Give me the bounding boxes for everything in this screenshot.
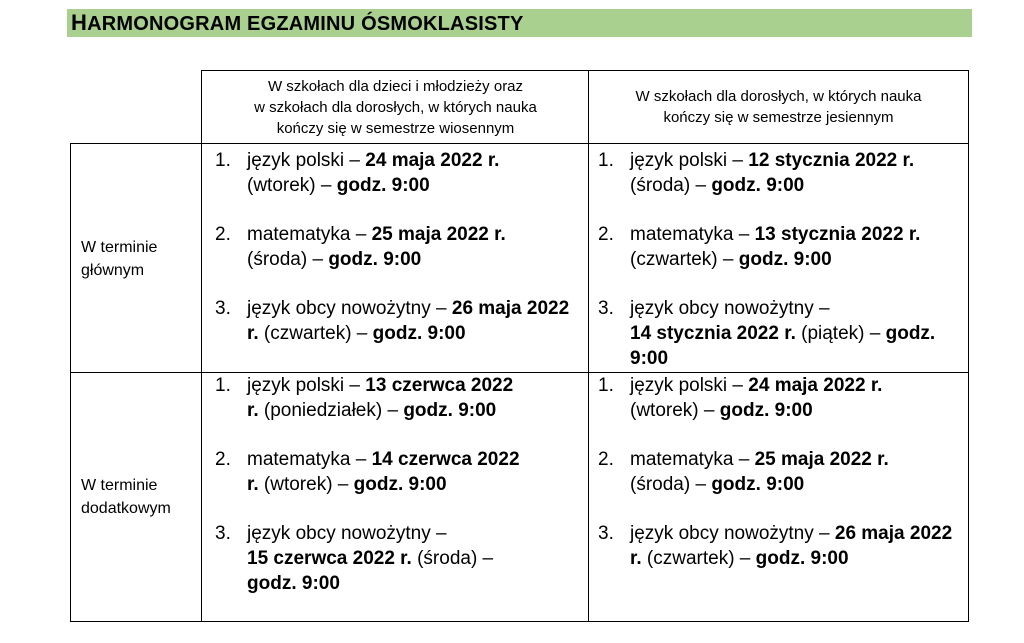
weekday: (środa) – — [630, 175, 712, 196]
weekday: (wtorek) – — [258, 474, 354, 495]
list-item — [594, 296, 960, 371]
exam-date: 24 maja 2022 r. — [365, 150, 500, 171]
exam-date: 24 maja 2022 r. — [748, 375, 883, 396]
item-number: 1. — [598, 375, 614, 396]
row-label-line1: W terminie — [81, 239, 158, 256]
item-number: 2. — [598, 224, 614, 245]
item-number: 3. — [598, 523, 614, 544]
item-number: 3. — [215, 298, 231, 319]
item-number: 2. — [598, 449, 614, 470]
exam-date: 14 czerwca 2022 r. — [247, 449, 520, 495]
exam-time: godz. 9:00 — [719, 400, 813, 421]
exam-date: 25 maja 2022 r. — [371, 224, 506, 245]
exam-date: 26 maja 2022 r. — [630, 523, 953, 569]
table-row-main-term — [70, 143, 969, 373]
list-item — [594, 521, 960, 571]
column-divider — [201, 144, 202, 372]
column-divider — [588, 144, 589, 372]
list-item — [594, 373, 960, 423]
column-header-autumn-line1: W szkołach dla dorosłych, w których nauka — [635, 88, 922, 105]
subject: matematyka – — [630, 224, 755, 245]
schedule-list-spring — [211, 373, 527, 596]
column-header-spring-line1: W szkołach dla dzieci i młodzieży oraz — [267, 77, 524, 95]
column-header-autumn — [588, 70, 969, 144]
weekday: (środa) – — [630, 474, 712, 495]
item-number: 2. — [215, 449, 231, 470]
subject: matematyka – — [247, 224, 372, 245]
exam-time: godz. 9:00 — [247, 573, 340, 594]
title-rest: ARMONOGRAM EGZAMINU ÓSMOKLASISTY — [87, 13, 524, 35]
exam-date: 14 stycznia 2022 r. — [630, 323, 796, 344]
exam-time: godz. 9:00 — [403, 400, 497, 421]
subject: język polski – — [247, 150, 366, 171]
exam-time: godz. 9:00 — [711, 175, 805, 196]
schedule-list-spring — [211, 148, 581, 346]
list-item — [594, 148, 960, 198]
exam-time: godz. 9:00 — [630, 323, 936, 369]
weekday: (piątek) – — [795, 323, 886, 344]
exam-date: 12 stycznia 2022 r. — [748, 150, 915, 171]
title-bar — [67, 9, 972, 37]
row-label-main-term — [81, 236, 157, 282]
exam-time: godz. 9:00 — [372, 323, 466, 344]
weekday: (czwartek) – — [641, 548, 756, 569]
table-row-additional-term — [70, 372, 969, 622]
list-item — [594, 447, 960, 497]
row-label-line1: W terminie — [81, 477, 158, 494]
exam-time: godz. 9:00 — [711, 474, 805, 495]
weekday: (czwartek) – — [630, 249, 739, 270]
exam-date: 25 maja 2022 r. — [754, 449, 889, 470]
subject: język polski – — [247, 375, 366, 396]
weekday: (poniedziałek) – — [258, 400, 404, 421]
weekday: (czwartek) – — [258, 323, 373, 344]
column-header-autumn-line2: kończy się w semestrze jesiennym — [663, 109, 894, 126]
schedule-list-autumn — [594, 148, 960, 371]
exam-time: godz. 9:00 — [353, 474, 447, 495]
item-number: 3. — [215, 523, 231, 544]
subject: język obcy nowożytny – — [630, 298, 830, 319]
weekday: (wtorek) – — [247, 175, 337, 196]
exam-time: godz. 9:00 — [755, 548, 849, 569]
list-item — [211, 373, 527, 423]
subject: język polski – — [630, 150, 749, 171]
item-number: 1. — [215, 150, 231, 171]
title-first-letter: H — [71, 10, 88, 35]
page-title — [71, 12, 523, 35]
column-header-spring — [201, 70, 589, 144]
list-item — [594, 222, 960, 272]
subject: matematyka – — [630, 449, 755, 470]
exam-date: 13 stycznia 2022 r. — [754, 224, 921, 245]
subject: język obcy nowożytny – — [630, 523, 835, 544]
weekday: (środa) – — [247, 249, 329, 270]
subject: język obcy nowożytny – — [247, 523, 447, 544]
weekday: (środa) – — [411, 548, 494, 569]
list-item — [211, 222, 581, 272]
column-divider — [201, 373, 202, 621]
exam-time: godz. 9:00 — [738, 249, 832, 270]
list-item — [211, 447, 527, 497]
subject: język polski – — [630, 375, 749, 396]
column-header-spring-line2: w szkołach dla dorosłych, w których nauka — [254, 98, 537, 116]
schedule-list-autumn — [594, 373, 960, 571]
exam-date: 13 czerwca 2022 r. — [247, 375, 514, 421]
exam-date: 26 maja 2022 r. — [247, 298, 570, 344]
exam-date: 15 czerwca 2022 r. — [247, 548, 412, 569]
item-number: 2. — [215, 224, 231, 245]
exam-time: godz. 9:00 — [336, 175, 430, 196]
list-item — [211, 521, 527, 596]
exam-time: godz. 9:00 — [328, 249, 422, 270]
item-number: 1. — [215, 375, 231, 396]
item-number: 1. — [598, 150, 614, 171]
item-number: 3. — [598, 298, 614, 319]
column-divider — [588, 373, 589, 621]
subject: język obcy nowożytny – — [247, 298, 452, 319]
row-label-additional-term — [81, 474, 171, 520]
subject: matematyka – — [247, 449, 372, 470]
row-label-line2: głównym — [81, 262, 145, 279]
list-item — [211, 296, 581, 346]
column-header-spring-line3: kończy się w semestrze wiosennym — [276, 119, 515, 137]
row-label-line2: dodatkowym — [81, 500, 171, 517]
weekday: (wtorek) – — [630, 400, 720, 421]
list-item — [211, 148, 581, 198]
